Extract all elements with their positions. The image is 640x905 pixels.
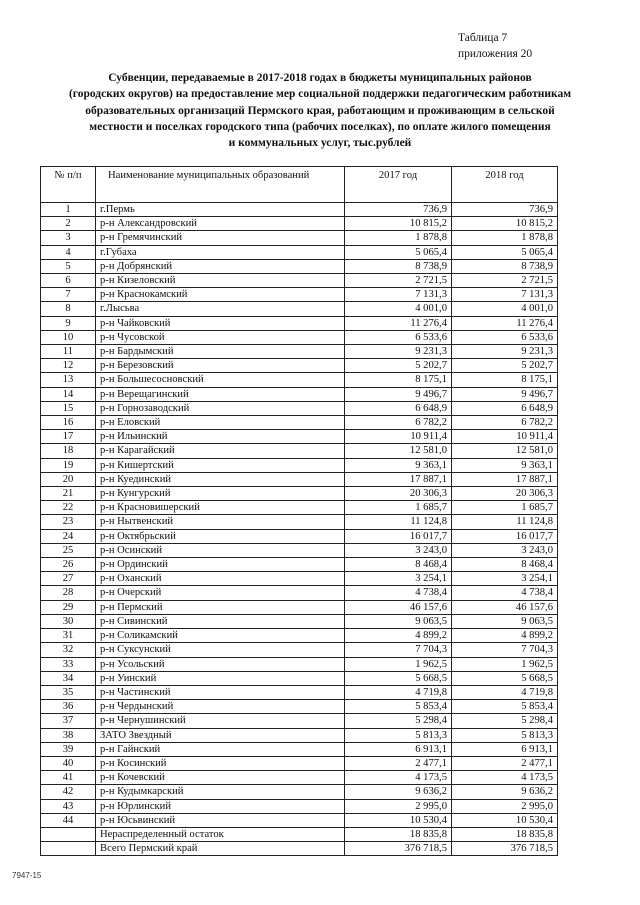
cell-2017: 12 581,0 [345,444,452,458]
table-row [41,203,558,217]
cell-2018: 6 913,1 [452,742,558,756]
cell-2018: 8 468,4 [452,558,558,572]
cell-name: р-н Кизеловский [96,274,345,288]
cell-2017: 46 157,6 [345,600,452,614]
table-row [41,401,558,415]
cell-name: р-н Бардымский [96,345,345,359]
title-line: и коммунальных услуг, тыс.рублей [228,137,412,150]
cell-name: р-н Нытвенский [96,515,345,529]
header-2017: 2017 год [345,167,452,203]
cell-num: 8 [41,302,96,316]
cell-name: р-н Горнозаводский [96,401,345,415]
cell-name: р-н Александровский [96,217,345,231]
cell-num: 34 [41,671,96,685]
cell-num: 35 [41,685,96,699]
cell-name: г.Губаха [96,245,345,259]
table-row [41,728,558,742]
table-row [41,700,558,714]
cell-num: 25 [41,543,96,557]
cell-2018: 6 648,9 [452,401,558,415]
table-row [41,742,558,756]
table-row [41,558,558,572]
table-row [41,387,558,401]
table-row [41,430,558,444]
cell-name: р-н Верещагинский [96,387,345,401]
cell-name: р-н Очерский [96,586,345,600]
cell-num: 26 [41,558,96,572]
cell-name: р-н Березовский [96,359,345,373]
cell-2018: 3 254,1 [452,572,558,586]
cell-num: 7 [41,288,96,302]
table-row [41,330,558,344]
cell-num: 27 [41,572,96,586]
cell-2017: 7 704,3 [345,643,452,657]
cell-2017: 2 721,5 [345,274,452,288]
cell-name: ЗАТО Звездный [96,728,345,742]
table-row [41,259,558,273]
cell-num [41,842,96,856]
table-row [41,799,558,813]
cell-2018: 5 298,4 [452,714,558,728]
cell-2017: 1 878,8 [345,231,452,245]
cell-2017: 4 899,2 [345,629,452,643]
cell-2018: 4 899,2 [452,629,558,643]
cell-2017: 9 636,2 [345,785,452,799]
table-row [41,614,558,628]
table-row [41,572,558,586]
reference-line-1: Таблица 7 [458,32,508,44]
cell-2017: 8 175,1 [345,373,452,387]
cell-num: 14 [41,387,96,401]
cell-name: р-н Чердынский [96,700,345,714]
table-row [41,217,558,231]
table-row [41,416,558,430]
cell-2018: 9 231,3 [452,345,558,359]
cell-num: 5 [41,259,96,273]
table-row [41,245,558,259]
cell-2017: 10 911,4 [345,430,452,444]
cell-2018: 4 719,8 [452,685,558,699]
table-row [41,771,558,785]
cell-2018: 18 835,8 [452,827,558,841]
cell-2018: 11 124,8 [452,515,558,529]
table-row [41,629,558,643]
table-body [41,203,558,856]
cell-name: р-н Карагайский [96,444,345,458]
cell-name: р-н Косинский [96,756,345,770]
cell-2018: 9 063,5 [452,614,558,628]
table-row [41,274,558,288]
cell-2017: 9 496,7 [345,387,452,401]
cell-2017: 8 468,4 [345,558,452,572]
cell-name: Всего Пермский край [96,842,345,856]
cell-2017: 20 306,3 [345,487,452,501]
cell-2017: 3 243,0 [345,543,452,557]
cell-num: 28 [41,586,96,600]
cell-name: р-н Кунгурский [96,487,345,501]
table-row [41,813,558,827]
cell-2017: 5 065,4 [345,245,452,259]
cell-name: р-н Добрянский [96,259,345,273]
cell-name: р-н Оханский [96,572,345,586]
cell-2018: 20 306,3 [452,487,558,501]
cell-name: р-н Еловский [96,416,345,430]
cell-num: 41 [41,771,96,785]
table-row [41,288,558,302]
cell-name: р-н Краснокамский [96,288,345,302]
cell-2018: 5 065,4 [452,245,558,259]
cell-2017: 4 001,0 [345,302,452,316]
cell-2018: 7 704,3 [452,643,558,657]
cell-2018: 5 668,5 [452,671,558,685]
cell-2017: 8 738,9 [345,259,452,273]
cell-2017: 2 995,0 [345,799,452,813]
cell-num: 40 [41,756,96,770]
cell-name: р-н Чусовской [96,330,345,344]
cell-num: 9 [41,316,96,330]
table-row [41,756,558,770]
cell-name: р-н Гремячинский [96,231,345,245]
table-row [41,842,558,856]
cell-2017: 4 738,4 [345,586,452,600]
footer-code: 7947-15 [12,871,42,880]
cell-2017: 2 477,1 [345,756,452,770]
cell-num: 23 [41,515,96,529]
table-row [41,657,558,671]
cell-name: р-н Пермский [96,600,345,614]
cell-2017: 11 124,8 [345,515,452,529]
table-row [41,302,558,316]
cell-num: 6 [41,274,96,288]
cell-2018: 2 477,1 [452,756,558,770]
cell-2018: 7 131,3 [452,288,558,302]
header-name: Наименование муниципальных образований [96,167,345,203]
table-row [41,444,558,458]
header-num: № п/п [41,167,96,203]
cell-num: 12 [41,359,96,373]
table-row [41,671,558,685]
cell-name: р-н Ординский [96,558,345,572]
cell-2017: 7 131,3 [345,288,452,302]
table-row [41,543,558,557]
cell-2018: 736,9 [452,203,558,217]
cell-2017: 17 887,1 [345,472,452,486]
cell-2017: 10 815,2 [345,217,452,231]
cell-2017: 11 276,4 [345,316,452,330]
cell-name: р-н Суксунский [96,643,345,657]
cell-2018: 6 533,6 [452,330,558,344]
cell-2018: 16 017,7 [452,529,558,543]
cell-name: р-н Ильинский [96,430,345,444]
table-row [41,501,558,515]
title-line: Субвенции, передаваемые в 2017-2018 годах в бюджеты муниципальных районов [108,72,532,84]
cell-2018: 4 001,0 [452,302,558,316]
cell-2017: 5 813,3 [345,728,452,742]
cell-2017: 9 231,3 [345,345,452,359]
cell-num: 19 [41,458,96,472]
cell-num: 2 [41,217,96,231]
cell-name: р-н Усольский [96,657,345,671]
cell-num: 43 [41,799,96,813]
cell-name: р-н Большесосновский [96,373,345,387]
cell-2018: 11 276,4 [452,316,558,330]
cell-num: 10 [41,330,96,344]
cell-2017: 6 913,1 [345,742,452,756]
cell-2017: 5 298,4 [345,714,452,728]
table-row [41,586,558,600]
cell-2018: 4 173,5 [452,771,558,785]
cell-2018: 3 243,0 [452,543,558,557]
table-row [41,316,558,330]
cell-num: 42 [41,785,96,799]
cell-num: 39 [41,742,96,756]
cell-num: 37 [41,714,96,728]
cell-2018: 9 636,2 [452,785,558,799]
cell-2017: 5 853,4 [345,700,452,714]
cell-name: г.Лысьва [96,302,345,316]
table-row [41,487,558,501]
cell-2018: 12 581,0 [452,444,558,458]
table-row [41,359,558,373]
cell-num: 1 [41,203,96,217]
cell-2018: 10 815,2 [452,217,558,231]
cell-name: р-н Чернушинский [96,714,345,728]
table-row [41,231,558,245]
cell-2017: 6 533,6 [345,330,452,344]
table-row [41,345,558,359]
cell-num [41,827,96,841]
cell-2017: 736,9 [345,203,452,217]
cell-2017: 4 719,8 [345,685,452,699]
cell-num: 30 [41,614,96,628]
table-row [41,472,558,486]
cell-num: 44 [41,813,96,827]
cell-2018: 4 738,4 [452,586,558,600]
cell-2018: 10 530,4 [452,813,558,827]
cell-2018: 46 157,6 [452,600,558,614]
cell-name: р-н Октябрьский [96,529,345,543]
cell-2018: 6 782,2 [452,416,558,430]
cell-2018: 8 175,1 [452,373,558,387]
cell-2018: 1 685,7 [452,501,558,515]
cell-name: р-н Юрлинский [96,799,345,813]
cell-num: 22 [41,501,96,515]
cell-num: 15 [41,401,96,415]
cell-2017: 9 363,1 [345,458,452,472]
cell-name: р-н Чайковский [96,316,345,330]
cell-2018: 1 962,5 [452,657,558,671]
cell-2017: 1 962,5 [345,657,452,671]
cell-num: 4 [41,245,96,259]
cell-num: 38 [41,728,96,742]
cell-2018: 9 496,7 [452,387,558,401]
cell-2017: 10 530,4 [345,813,452,827]
cell-2018: 1 878,8 [452,231,558,245]
table-row [41,685,558,699]
table-row [41,785,558,799]
cell-name: р-н Уинский [96,671,345,685]
cell-name: р-н Кишертский [96,458,345,472]
cell-num: 31 [41,629,96,643]
cell-num: 32 [41,643,96,657]
cell-name: Нераспределенный остаток [96,827,345,841]
cell-num: 16 [41,416,96,430]
cell-2018: 5 853,4 [452,700,558,714]
cell-2018: 2 995,0 [452,799,558,813]
table-row [41,827,558,841]
cell-num: 13 [41,373,96,387]
cell-2018: 8 738,9 [452,259,558,273]
cell-2017: 376 718,5 [345,842,452,856]
table-header-row [41,167,558,203]
table-row [41,529,558,543]
cell-name: р-н Кочевский [96,771,345,785]
cell-name: р-н Красновишерский [96,501,345,515]
table-reference [458,30,532,62]
table-row [41,600,558,614]
cell-name: р-н Осинский [96,543,345,557]
cell-name: р-н Юсьвинский [96,813,345,827]
cell-2018: 9 363,1 [452,458,558,472]
cell-2018: 2 721,5 [452,274,558,288]
cell-num: 33 [41,657,96,671]
cell-2018: 5 813,3 [452,728,558,742]
cell-num: 3 [41,231,96,245]
cell-2017: 6 782,2 [345,416,452,430]
header-2018: 2018 год [452,167,558,203]
cell-2017: 5 202,7 [345,359,452,373]
cell-name: р-н Частинский [96,685,345,699]
cell-2017: 3 254,1 [345,572,452,586]
cell-num: 24 [41,529,96,543]
cell-2017: 9 063,5 [345,614,452,628]
cell-2018: 5 202,7 [452,359,558,373]
table-row [41,373,558,387]
cell-2018: 10 911,4 [452,430,558,444]
cell-name: р-н Сивинский [96,614,345,628]
cell-2017: 1 685,7 [345,501,452,515]
cell-name: р-н Соликамский [96,629,345,643]
cell-num: 36 [41,700,96,714]
cell-2017: 18 835,8 [345,827,452,841]
cell-name: г.Пермь [96,203,345,217]
cell-num: 18 [41,444,96,458]
cell-name: р-н Куединский [96,472,345,486]
cell-name: р-н Гайнский [96,742,345,756]
cell-2017: 4 173,5 [345,771,452,785]
cell-2018: 376 718,5 [452,842,558,856]
reference-line-2: приложения 20 [458,48,533,60]
table-row [41,458,558,472]
table-row [41,515,558,529]
cell-2018: 17 887,1 [452,472,558,486]
title-line: местности и поселках городского типа (рабочих поселках), по оплате жилого помещения [89,120,551,133]
document-title [40,70,600,151]
title-line: образовательных организаций Пермского края, работающим и проживающим в сельской [85,104,555,117]
cell-num: 29 [41,600,96,614]
title-line: (городских округов) на предоставление мер социальной поддержки педагогическим работникам [68,88,572,101]
cell-num: 20 [41,472,96,486]
subsidy-table [40,166,558,856]
cell-num: 21 [41,487,96,501]
cell-name: р-н Кудымкарский [96,785,345,799]
cell-2017: 5 668,5 [345,671,452,685]
cell-num: 11 [41,345,96,359]
cell-2017: 6 648,9 [345,401,452,415]
table-row [41,643,558,657]
table-row [41,714,558,728]
cell-num: 17 [41,430,96,444]
cell-2017: 16 017,7 [345,529,452,543]
